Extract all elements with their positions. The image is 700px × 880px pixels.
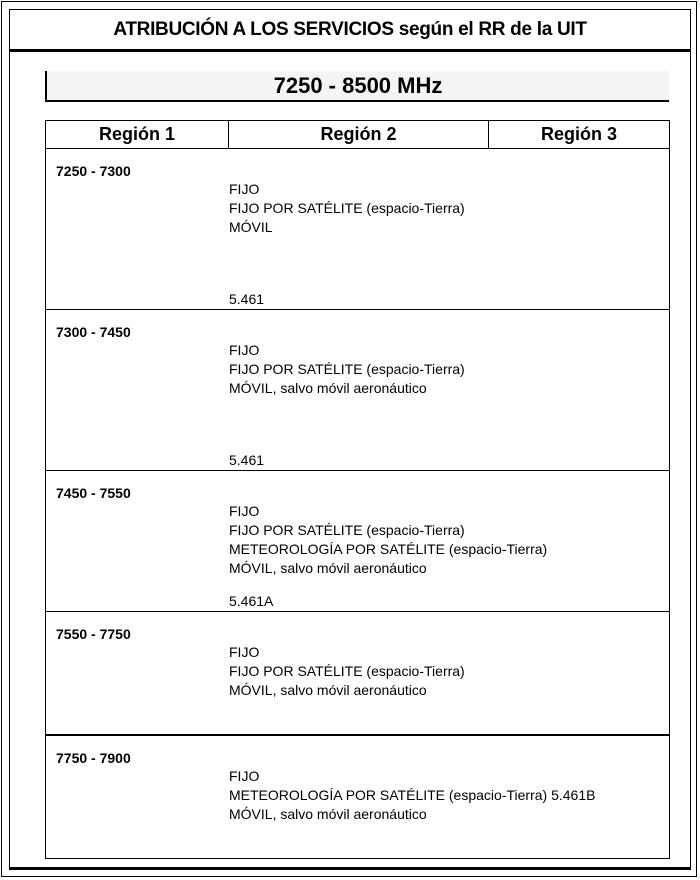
footnote-ref: 5.461	[229, 291, 265, 307]
service-item: FIJO POR SATÉLITE (espacio-Tierra)	[229, 663, 465, 679]
service-list	[229, 341, 465, 398]
service-item: FIJO	[229, 768, 260, 784]
allocation-table	[45, 120, 670, 859]
service-item: METEOROLOGÍA POR SATÉLITE (espacio-Tierra)	[229, 541, 548, 557]
page-title: ATRIBUCIÓN A LOS SERVICIOS según el RR de la UIT	[9, 9, 691, 52]
service-item: METEOROLOGÍA POR SATÉLITE (espacio-Tierra) 5.461B	[229, 787, 596, 803]
service-item: FIJO POR SATÉLITE (espacio-Tierra)	[229, 361, 465, 377]
service-list	[229, 767, 595, 824]
band-range: 7550 - 7750	[56, 626, 131, 642]
service-item: FIJO	[229, 342, 260, 358]
footnote-ref: 5.461A	[229, 593, 274, 609]
region-3-header: Región 3	[489, 121, 669, 149]
service-item: MÓVIL, salvo móvil aeronáutico	[229, 380, 427, 396]
band-row	[46, 612, 669, 736]
region-2-header: Región 2	[229, 121, 489, 149]
service-item: FIJO	[229, 181, 260, 197]
band-range: 7750 - 7900	[56, 750, 131, 766]
service-item: MÓVIL, salvo móvil aeronáutico	[229, 682, 427, 698]
service-item: FIJO POR SATÉLITE (espacio-Tierra)	[229, 200, 465, 216]
band-range: 7300 - 7450	[56, 324, 131, 340]
footnote-ref: 5.461	[229, 452, 265, 468]
service-item: FIJO	[229, 503, 260, 519]
frequency-range-header: 7250 - 8500 MHz	[45, 71, 669, 102]
service-item: MÓVIL, salvo móvil aeronáutico	[229, 560, 427, 576]
band-row	[46, 149, 669, 310]
band-range: 7250 - 7300	[56, 163, 131, 179]
service-item: FIJO POR SATÉLITE (espacio-Tierra)	[229, 522, 465, 538]
band-range: 7450 - 7550	[56, 485, 131, 501]
service-list	[229, 180, 465, 237]
region-1-header: Región 1	[46, 121, 229, 149]
service-item: FIJO	[229, 644, 260, 660]
band-row	[46, 310, 669, 471]
service-list	[229, 502, 547, 578]
service-item: MÓVIL, salvo móvil aeronáutico	[229, 806, 427, 822]
service-item: MÓVIL	[229, 219, 273, 235]
band-row	[46, 471, 669, 612]
band-row	[46, 736, 669, 858]
service-list	[229, 643, 465, 700]
